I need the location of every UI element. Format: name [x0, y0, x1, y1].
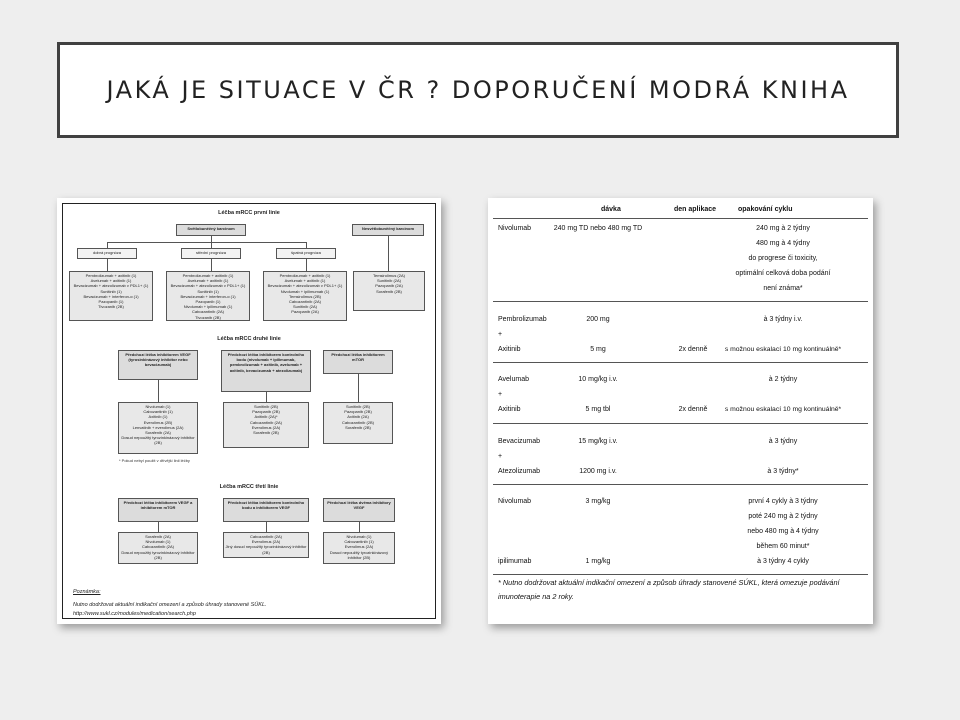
treatment-item: Tivozanib (2B) — [98, 304, 124, 310]
treatment-item: Sorafenib (2B) — [253, 430, 279, 436]
treatment-item: Sorafenib (2A) — [145, 430, 171, 436]
treatment-item: Sunitinib (1) — [100, 288, 122, 294]
dose-nivolumab-2: 3 mg/kg — [585, 498, 611, 505]
treatment-item: Cabozantinib (1) — [344, 539, 374, 545]
treatment-item: Dosud nepoužitý tyrozinkinázový inhibitor (2B) — [121, 435, 195, 446]
treatment-item: Pembrolizumab + axitinib (1) — [85, 273, 137, 278]
intermediate-prognosis-box: střední prognóza — [181, 248, 241, 259]
treatment-item: Sunitinib (2A) — [292, 304, 317, 310]
first-line-title: Léčba mRCC první linie — [218, 210, 280, 216]
treatment-item: Pazopanib (1) — [98, 299, 124, 305]
treatment-item: Avelumab + axitinib (1) — [284, 278, 326, 284]
dose-avelumab: 10 mg/kg i.v. — [578, 376, 618, 383]
cycle-line: 480 mg à 4 týdny — [756, 240, 810, 247]
treatment-item: Cabozantinib (2A) — [249, 419, 283, 425]
dose-nivolumab: 240 mg TD nebo 480 mg TD — [553, 225, 643, 232]
dosing-table-image — [488, 198, 873, 624]
flowchart-frame — [62, 203, 436, 619]
drug-atezolizumab: Atezolizumab — [498, 468, 541, 475]
treatment-item: Nivolumab (1) — [346, 534, 372, 539]
drug-nivolumab: Nivolumab — [498, 225, 532, 232]
treatment-item: Nivolumab (1) — [145, 539, 171, 545]
treatment-item: Everolimus (2A) — [251, 539, 281, 545]
treatment-item: Bevacizumab + atezolizumab v PDL1+ (1) — [267, 283, 343, 289]
second-prior-checkpoint: Předchozí léčba inhibitorem kontrolního bodu (nivolumab + ipilimumab, pembrolizumab + axitinib, avelumab + axitinib, bevacizumab + atezolizumab) — [221, 350, 311, 392]
drug-axitinib: Axitinib — [498, 346, 521, 353]
third-line-title: Léčba mRCC třetí linie — [219, 484, 279, 490]
footer-heading: Poznámka: — [73, 589, 101, 595]
header-cycle: opakování cyklu — [738, 206, 793, 213]
second-prior-mtor: Předchozí léčba inhibitorem mTOR — [323, 350, 393, 374]
second-prior-vegf: Předchozí léčba inhibitorem VEGF (tyrosinkinázový inhibitor nebo bevacizumab) — [118, 350, 198, 380]
cycle-line: do progrese či toxicity, — [748, 255, 818, 262]
cycle-line: poté 240 mg à 2 týdny — [748, 513, 818, 520]
dose-axitinib: 5 mg — [590, 346, 606, 353]
third-prior-1: Předchozí léčba inhibitorem VEGF a inhibitorem mTOR — [118, 498, 198, 522]
treatment-item: Cabozantinib (2B) — [341, 419, 375, 425]
treatment-item: Axitinib (2A)* — [254, 414, 278, 420]
treatment-item: Bevacizumab + atezolizumab v PDL1+ (1) — [170, 283, 246, 289]
cycle-bevacizumab: à 3 týdny — [768, 438, 798, 445]
treatment-flowchart-image — [57, 198, 441, 624]
first-line-box-good — [69, 271, 153, 321]
treatment-item: Pazopanib (2B) — [344, 409, 372, 415]
third-prior-3: Předchozí léčba dvěma inhibitory VEGF — [323, 498, 395, 522]
cycle-axitinib: s možnou eskalací 10 mg kontinuálně* — [724, 406, 842, 413]
dose-axitinib: 5 mg tbl — [585, 406, 611, 413]
treatment-item: Jiný dosud nepoužitý tyrozinkinázový inhibitor (2B) — [225, 544, 307, 555]
treatment-item: Lenvatinib + everolimus (2A) — [132, 424, 184, 430]
cycle-ipilimumab: à 3 týdny 4 cykly — [757, 558, 809, 565]
treatment-item: Bevacizumab + interferon-α (1) — [180, 293, 236, 299]
treatment-item: Cabozantinib (2A) — [141, 544, 175, 550]
treatment-item: Cabozantinib (2A) — [249, 534, 283, 539]
day-axitinib: 2x denně — [678, 346, 708, 353]
treatment-item: Sorafenib (2A) — [145, 534, 171, 539]
cycle-line: během 60 minut* — [756, 543, 810, 550]
treatment-item: Sunitinib (2B) — [345, 404, 370, 409]
cycle-avelumab: à 2 týdny — [768, 376, 798, 383]
cycle-pembrolizumab: à 3 týdny i.v. — [763, 316, 803, 323]
treatment-item: Temsirolimus (2A) — [372, 273, 405, 278]
title-box — [57, 42, 899, 138]
footer-line-1: Nutno dodržovat aktuální indikační omezení a způsob úhrady stanovené SÚKL. — [73, 602, 267, 608]
plus-sign: + — [498, 453, 503, 460]
treatment-item: Avelumab + axitinib (1) — [187, 278, 229, 284]
first-line-box-poor — [263, 271, 347, 321]
treatment-item: Pembrolizumab + axitinib (1) — [279, 273, 331, 278]
drug-bevacizumab: Bevacizumab — [498, 438, 541, 445]
treatment-item: Pazopanib (1) — [195, 299, 221, 305]
drug-nivolumab-2: Nivolumab — [498, 498, 532, 505]
dose-ipilimumab: 1 mg/kg — [585, 558, 611, 565]
cycle-atezolizumab: à 3 týdny* — [767, 468, 799, 475]
table-footnote: * Nutno dodržovat aktuální indikační omezení a způsob úhrady stanovené SÚKL, která omezuje podávání imunoterapie na 2 roky. — [498, 578, 840, 601]
cycle-line: první 4 cykly à 3 týdny — [748, 498, 818, 505]
cycle-line: 240 mg à 2 týdny — [756, 225, 810, 232]
cycle-line: není známa* — [763, 285, 803, 292]
treatment-item: Bevacizumab + interferon-α (1) — [83, 293, 139, 299]
treatment-item: Pazopanib (2A) — [291, 309, 319, 315]
slide-title: JAKÁ JE SITUACE V ČR ? DOPORUČENÍ MODRÁ KNIHA — [106, 76, 850, 104]
dose-pembrolizumab: 200 mg — [586, 316, 610, 323]
drug-pembrolizumab: Pembrolizumab — [498, 316, 547, 323]
treatment-item: Cabozantinib (2A) — [288, 299, 322, 305]
treatment-item: Dosud nepoužitý tyrozinkinázový inhibitor (2B) — [121, 549, 195, 560]
treatment-item: Everolimus (2B) — [143, 419, 173, 425]
second-line-note: * Pokud nebyl použit v dřívější linii léčby — [119, 458, 190, 463]
dose-atezolizumab: 1200 mg i.v. — [579, 468, 617, 475]
treatment-item: Sorafenib (2B) — [376, 288, 402, 294]
day-axitinib: 2x denně — [678, 406, 708, 413]
header-dose: dávka — [601, 206, 621, 213]
treatment-item: Pembrolizumab + axitinib (1) — [182, 273, 234, 278]
treatment-item: Avelumab + axitinib (1) — [90, 278, 132, 284]
third-line-box-3 — [323, 532, 395, 564]
treatment-item: Everolimus (2A) — [251, 424, 281, 430]
second-line-title: Léčba mRCC druhé linie — [217, 336, 281, 342]
cycle-line: nebo 480 mg à 4 týdny — [747, 528, 819, 535]
plus-sign: + — [498, 391, 503, 398]
treatment-item: Sunitinib (2A) — [376, 278, 401, 284]
treatment-item: Dosud nepoužitý tyrozinkinázový inhibitor (2B) — [329, 549, 389, 560]
second-line-box-1 — [118, 402, 198, 454]
second-line-box-3 — [323, 402, 393, 444]
treatment-item: Tivozanib (2B) — [195, 314, 221, 320]
first-line-box-non-clear — [353, 271, 425, 311]
treatment-item: Nivolumab + ipilimumab (1) — [280, 288, 330, 294]
header-application-day: den aplikace — [674, 206, 717, 213]
poor-prognosis-box: špatná prognóza — [276, 248, 336, 259]
drug-avelumab: Avelumab — [498, 376, 530, 383]
treatment-item: Sunitinib (2B) — [253, 404, 278, 409]
treatment-item: Pazopanib (2A) — [375, 283, 403, 289]
treatment-item: Pazopanib (2B) — [252, 409, 280, 415]
plus-sign: + — [498, 331, 503, 338]
drug-axitinib: Axitinib — [498, 406, 521, 413]
treatment-item: Cabozantinib (1) — [143, 409, 173, 415]
drug-ipilimumab: ipilimumab — [498, 558, 532, 565]
non-clear-cell-box: Nesvětlobuněčný karcinom — [352, 224, 424, 236]
second-line-box-2 — [223, 402, 309, 448]
treatment-item: Sorafenib (2B) — [345, 424, 371, 430]
good-prognosis-box: dobrá prognóza — [77, 248, 137, 259]
treatment-item: Cabozantinib (2A) — [191, 309, 225, 315]
cycle-axitinib: s možnou eskalací 10 mg kontinuálně* — [724, 346, 842, 353]
first-line-box-intermediate — [166, 271, 250, 321]
third-prior-2: Předchozí léčba inhibitorem kontrolního bodu a inhibitorem VEGF — [223, 498, 309, 522]
dose-bevacizumab: 15 mg/kg i.v. — [578, 438, 618, 445]
treatment-item: Axitinib (1) — [148, 414, 168, 420]
third-line-box-2 — [223, 532, 309, 558]
treatment-item: Bevacizumab + atezolizumab v PDL1+ (1) — [73, 283, 149, 289]
third-line-box-1 — [118, 532, 198, 564]
treatment-item: Temsirolimus (2B) — [288, 293, 321, 299]
clear-cell-box: Světlobuněčný karcinom — [176, 224, 246, 236]
treatment-item: Axitinib (2A) — [347, 414, 369, 420]
treatment-item: Nivolumab + ipilimumab (1) — [183, 304, 233, 310]
footer-line-2: http://www.sukl.cz/modules/medication/search.php — [73, 611, 196, 617]
treatment-item: Nivolumab (1) — [145, 404, 171, 409]
cycle-line: optimální celková doba podání — [735, 270, 831, 277]
treatment-item: Everolimus (2A) — [344, 544, 374, 550]
treatment-item: Sunitinib (1) — [197, 288, 219, 294]
